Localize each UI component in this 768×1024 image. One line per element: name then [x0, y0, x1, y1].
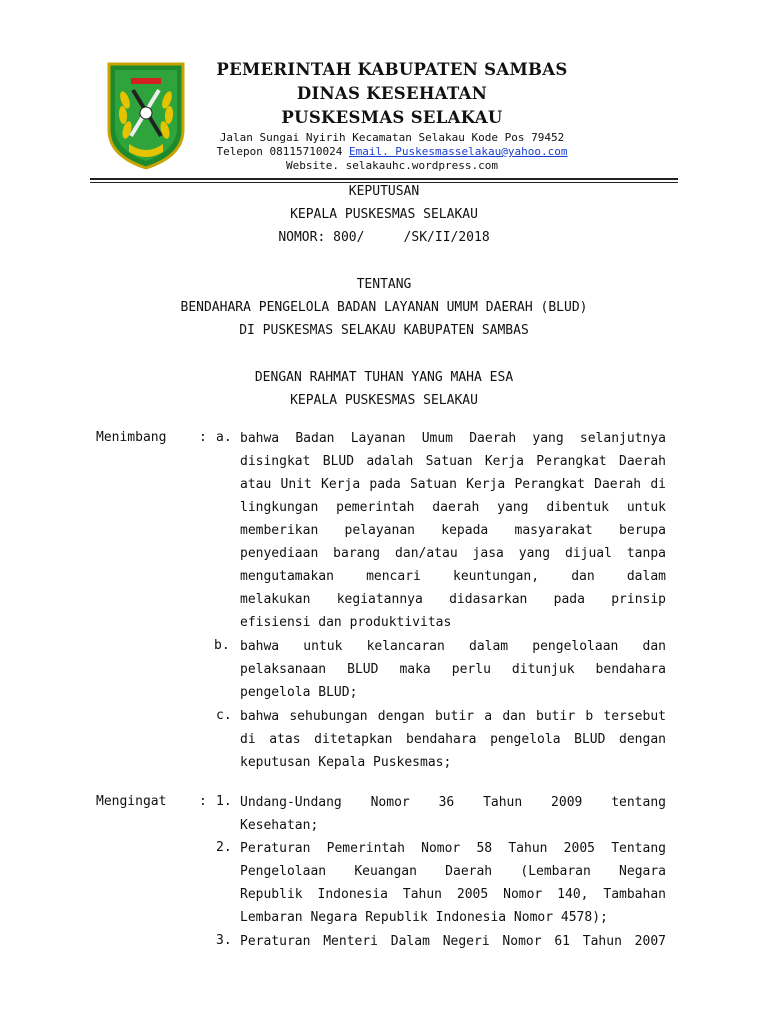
- mengingat-marker-2: 2.: [216, 840, 232, 855]
- menimbang-a-line: atau Unit Kerja pada Satuan Kerja Perangkat Daerah di: [240, 477, 666, 492]
- menimbang-c-line: di atas ditetapkan bendahara pengelola BLUD dengan: [240, 732, 666, 747]
- letterhead-email-link[interactable]: Email. Puskesmasselakau@yahoo.com: [348, 145, 568, 158]
- heading-blessing-1: DENGAN RAHMAT TUHAN YANG MAHA ESA: [254, 370, 514, 385]
- letterhead-website: Website. selakauhc.wordpress.com: [286, 159, 498, 172]
- menimbang-label: Menimbang: [96, 430, 167, 445]
- mengingat-2-line: Peraturan Pemerintah Nomor 58 Tahun 2005 Tentang: [240, 841, 666, 856]
- letterhead-contact: [190, 145, 594, 158]
- mengingat-3-line: Peraturan Menteri Dalam Negeri Nomor 61 Tahun 2007: [240, 934, 666, 949]
- menimbang-colon: :: [199, 430, 207, 445]
- menimbang-a-line: memberikan pelayanan kepada masyarakat berupa: [240, 523, 666, 538]
- menimbang-b-line: pengelola BLUD;: [240, 685, 358, 700]
- heading-keputusan: KEPUTUSAN: [348, 184, 420, 199]
- menimbang-c-line: bahwa sehubungan dengan butir a dan butir b tersebut: [240, 709, 666, 724]
- menimbang-a-line: melakukan kegiatannya didasarkan pada prinsip: [240, 592, 666, 607]
- menimbang-marker-c: c.: [216, 708, 232, 723]
- mengingat-2-line: Lembaran Negara Republik Indonesia Nomor 4578);: [240, 910, 608, 925]
- mengingat-2-line: Republik Indonesia Tahun 2005 Nomor 140, Tambahan: [240, 887, 666, 902]
- letterhead-address: Jalan Sungai Nyirih Kecamatan Selakau Kode Pos 79452: [219, 131, 565, 144]
- menimbang-a-line: mengutamakan mencari keuntungan, dan dalam: [240, 569, 666, 584]
- letterhead-divider-thick: [90, 178, 678, 180]
- heading-blessing-2: KEPALA PUSKESMAS SELAKAU: [290, 393, 478, 408]
- heading-nomor: NOMOR: 800/ /SK/II/2018: [278, 230, 490, 245]
- letterhead-line-2: DINAS KESEHATAN: [296, 84, 488, 103]
- menimbang-a-line: efisiensi dan produktivitas: [240, 615, 452, 630]
- mengingat-1-line: Undang-Undang Nomor 36 Tahun 2009 tentang: [240, 795, 666, 810]
- letterhead-line-1: PEMERINTAH KABUPATEN SAMBAS: [216, 60, 568, 79]
- menimbang-marker-a: a.: [216, 430, 232, 445]
- heading-kepala: KEPALA PUSKESMAS SELAKAU: [290, 207, 478, 222]
- menimbang-b-line: pelaksanaan BLUD maka perlu ditunjuk bendahara: [240, 662, 666, 677]
- menimbang-a-line: penyediaan barang dan/atau jasa yang dijual tanpa: [240, 546, 666, 561]
- mengingat-marker-3: 3.: [216, 933, 232, 948]
- letterhead-line-3: PUSKESMAS SELAKAU: [281, 108, 503, 127]
- heading-subject-1: BENDAHARA PENGELOLA BADAN LAYANAN UMUM DAERAH (BLUD): [180, 300, 588, 315]
- mengingat-2-line: Pengelolaan Keuangan Daerah (Lembaran Negara: [240, 864, 666, 879]
- mengingat-marker-1: 1.: [216, 794, 232, 809]
- letterhead-divider-thin: [90, 182, 678, 183]
- letterhead-phone: Telepon 08115710024: [216, 145, 343, 158]
- mengingat-colon: :: [199, 794, 207, 809]
- mengingat-1-line: Kesehatan;: [240, 818, 319, 833]
- menimbang-b-line: bahwa untuk kelancaran dalam pengelolaan dan: [240, 639, 666, 654]
- sambas-emblem-logo: [103, 60, 189, 170]
- menimbang-c-line: keputusan Kepala Puskesmas;: [240, 755, 452, 770]
- menimbang-a-line: lingkungan pemerintah daerah yang dibentuk untuk: [240, 500, 666, 515]
- menimbang-a-line: disingkat BLUD adalah Satuan Kerja Perangkat Daerah: [240, 454, 666, 469]
- menimbang-marker-b: b.: [214, 638, 230, 653]
- heading-tentang: TENTANG: [356, 277, 412, 292]
- menimbang-a-line: bahwa Badan Layanan Umum Daerah yang selanjutnya: [240, 431, 666, 446]
- heading-subject-2: DI PUSKESMAS SELAKAU KABUPATEN SAMBAS: [239, 323, 529, 338]
- mengingat-label: Mengingat: [96, 794, 167, 809]
